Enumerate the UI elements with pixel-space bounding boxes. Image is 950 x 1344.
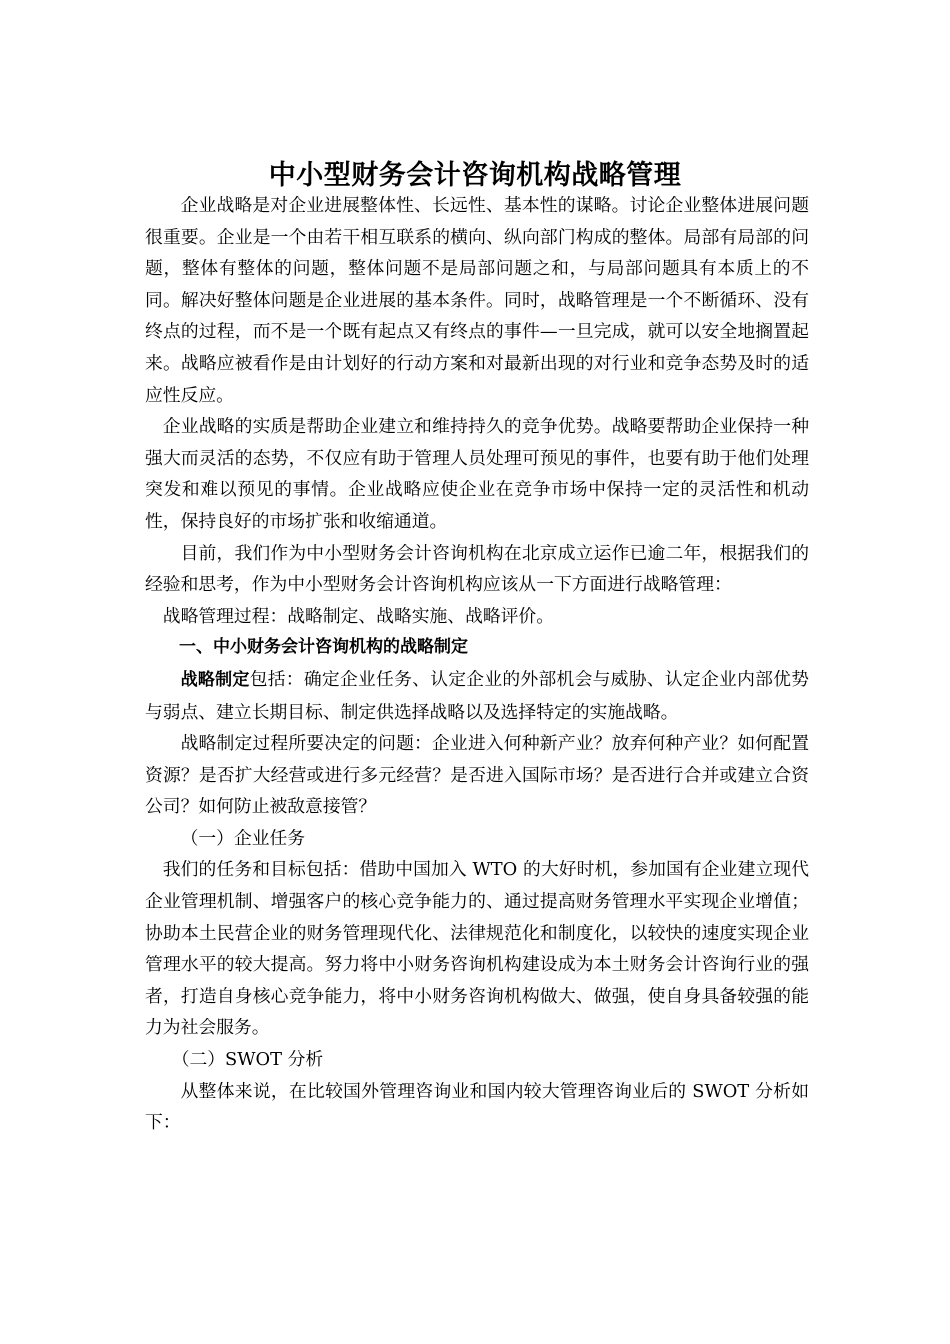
paragraph-current-situation: 目前，我们作为中小型财务会计咨询机构在北京成立运作已逾二年，根据我们的经验和思考，作为中小型财务会计咨询机构应该从一下方面进行战略管理： bbox=[145, 542, 809, 596]
subheading-enterprise-mission: （一）企业任务 bbox=[180, 827, 306, 849]
paragraph-formulation-contents bbox=[145, 664, 809, 728]
paragraph-swot-intro: 从整体来说，在比较国外管理咨询业和国内较大管理咨询业后的 SWOT 分析如下： bbox=[145, 1080, 809, 1134]
paragraph-strategy-essence: 企业战略的实质是帮助企业建立和维持持久的竞争优势。战略要帮助企业保持一种强大而灵活的态势，不仅应有助于管理人员处理可预见的事件，也要有助于他们处理突发和难以预见的事情。企业战略应使企业在竞争市场中保持一定的灵活性和机动性，保持良好的市场扩张和收缩通道。 bbox=[145, 416, 809, 532]
paragraph-mission-goals: 我们的任务和目标包括：借助中国加入 WTO 的大好时机，参加国有企业建立现代企业管理机制、增强客户的核心竞争能力的、通过提高财务管理水平实现企业增值；协助本土民营企业的财务管理现代化、法律规范化和制度化，以较快的速度实现企业管理水平的较大提高。努力将中小财务咨询机构建设成为本土财务会计咨询行业的强者，打造自身核心竞争能力，将中小财务咨询机构做大、做强，使自身具备较强的能力为社会服务。 bbox=[145, 859, 809, 1039]
document-title: 中小型财务会计咨询机构战略管理 bbox=[268, 160, 682, 191]
formulation-contents-text: 包括：确定企业任务、认定企业的外部机会与威胁、认定企业内部优势与弱点、建立长期目标、制定供选择战略以及选择特定的实施战略。 bbox=[145, 668, 809, 723]
paragraph-formulation-questions: 战略制定过程所要决定的问题：企业进入何种新产业？放弃何种产业？如何配置资源？是否扩大经营或进行多元经营？是否进入国际市场？是否进行合并或建立合资公司？如何防止被敌意接管？ bbox=[145, 733, 809, 818]
document-body bbox=[145, 190, 809, 1139]
paragraph-strategy-definition: 企业战略是对企业进展整体性、长远性、基本性的谋略。讨论企业整体进展问题很重要。企业是一个由若干相互联系的横向、纵向部门构成的整体。局部有局部的问题，整体有整体的问题，整体问题不是局部问题之和，与局部问题具有本质上的不同。解决好整体问题是企业进展的基本条件。同时，战略管理是一个不断循环、没有终点的过程，而不是一个既有起点又有终点的事件—一旦完成，就可以安全地搁置起来。战略应被看作是由计划好的行动方案和对最新出现的对行业和竞争态势及时的适应性反应。 bbox=[145, 195, 809, 406]
paragraph-management-process: 战略管理过程：战略制定、战略实施、战略评价。 bbox=[162, 605, 554, 627]
section-heading-strategy-formulation: 一、中小财务会计咨询机构的战略制定 bbox=[179, 637, 468, 658]
subheading-swot-analysis: （二）SWOT 分析 bbox=[171, 1049, 324, 1071]
bold-term-strategy-formulation: 战略制定 bbox=[180, 669, 250, 690]
